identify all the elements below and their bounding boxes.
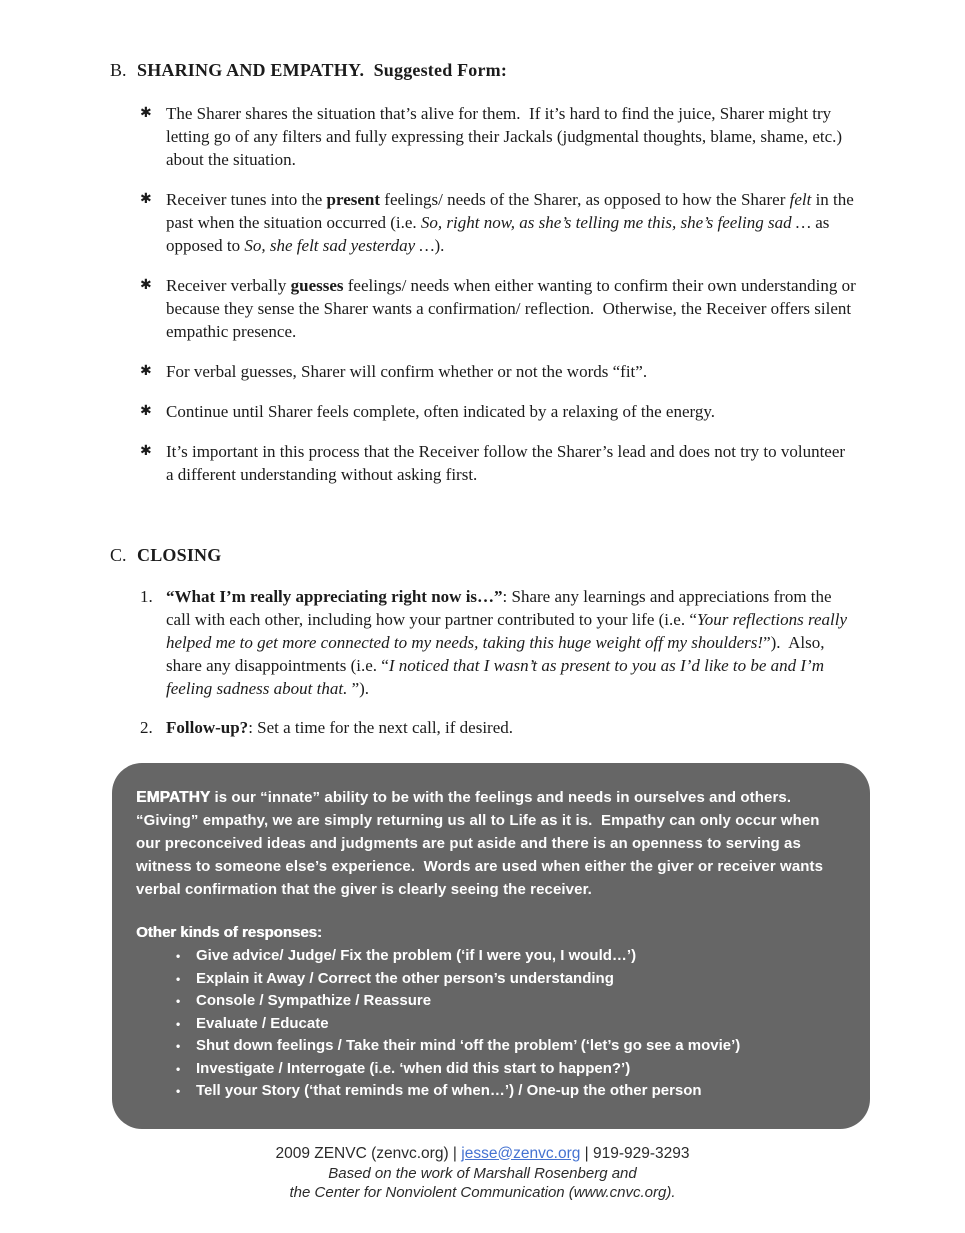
- list-item: [140, 440, 965, 486]
- response-text: Evaluate / Educate: [196, 1014, 329, 1032]
- footer-email-link[interactable]: jesse@zenvc.org: [461, 1144, 581, 1162]
- list-item: [140, 360, 965, 383]
- asterisk-bullet-icon: ✱: [140, 403, 152, 419]
- closing-steps-list: [110, 585, 965, 739]
- list-item: [140, 400, 965, 423]
- list-item-text: Receiver verbally guesses feelings/ needs when either wanting to confirm their own understanding or because they sense the Sharer wants a confirmation/ reflection. Otherwise, the Receiver offers silent empathic presence.: [166, 276, 856, 341]
- step-number: 2.: [140, 718, 153, 737]
- response-text: Shut down feelings / Take their mind ‘off the problem’ (‘let’s go see a movie’): [196, 1037, 741, 1054]
- response-item: [176, 968, 846, 991]
- response-item: [176, 1058, 846, 1081]
- empathy-definition: EMPATHY is our “innate” ability to be with the feelings and needs in ourselves and others. “Giving” empathy, we are simply returning us all to Life as it is. Empathy can only occur when our preconceived ideas and judgments are put aside and there is an openness to serving as witness to someone else’s experience. Words are used when either the giver or receiver wants verbal confirmation that the giver is clearly seeing the receiver.: [136, 789, 824, 898]
- section-c-heading: [110, 542, 965, 568]
- other-responses-heading: Other kinds of responses:: [136, 924, 322, 941]
- list-item-text: For verbal guesses, Sharer will confirm whether or not the words “fit”.: [166, 362, 648, 381]
- dot-bullet-icon: •: [176, 971, 181, 986]
- section-closing: [110, 542, 965, 739]
- response-text: Console / Sympathize / Reassure: [196, 992, 432, 1009]
- dot-bullet-icon: •: [176, 949, 181, 963]
- step-text: “What I’m really appreciating right now is…”: Share any learnings and appreciations from the call with each other, including how your partner contributed to your life (i.e. “Your reflections really helped me to get more connected to my needs, taking this huge weight off my shoulders!”). Also, share any disappointments (i.e. “I noticed that I wasn’t as present to you as I’d like to be and I’m feeling sadness about that. ”).: [166, 587, 848, 698]
- response-item: [176, 945, 846, 968]
- response-item: [176, 1080, 846, 1103]
- dot-bullet-icon: •: [176, 1084, 181, 1098]
- footer: [0, 1143, 965, 1202]
- footer-contact-line: [0, 1143, 965, 1164]
- section-b-title: SHARING AND EMPATHY. Suggested Form:: [137, 60, 508, 80]
- response-text: Explain it Away / Correct the other person’s understanding: [196, 969, 614, 987]
- section-c-title: CLOSING: [137, 545, 222, 565]
- response-text: Give advice/ Judge/ Fix the problem (‘if I were you, I would…’): [196, 947, 637, 964]
- list-item: [140, 274, 965, 343]
- asterisk-bullet-icon: ✱: [140, 277, 152, 293]
- suggested-form-list: [110, 102, 965, 486]
- section-sharing-empathy: [110, 57, 965, 486]
- section-b-heading: [110, 57, 965, 83]
- dot-bullet-icon: •: [176, 1061, 181, 1076]
- section-c-label: C.: [110, 545, 127, 565]
- list-item-text: The Sharer shares the situation that’s alive for them. If it’s hard to find the juice, Sharer might try letting go of any filters and fully expressing their Jackals (judgmental thoughts, blame, shame, etc.) about the situation.: [166, 104, 843, 169]
- response-item: [176, 1013, 846, 1036]
- list-item-text: Continue until Sharer feels complete, often indicated by a relaxing of the energy.: [166, 402, 716, 421]
- dot-bullet-icon: •: [176, 1016, 181, 1031]
- dot-bullet-icon: •: [176, 1039, 181, 1053]
- closing-step: [140, 585, 965, 700]
- dot-bullet-icon: •: [176, 994, 181, 1008]
- step-text: Follow-up?: Set a time for the next call, if desired.: [166, 718, 514, 737]
- footer-credit-line-1: Based on the work of Marshall Rosenberg and: [328, 1164, 637, 1182]
- empathy-info-box: [112, 763, 870, 1129]
- footer-credit-line-2: the Center for Nonviolent Communication (www.cnvc.org).: [289, 1183, 676, 1201]
- asterisk-bullet-icon: ✱: [140, 363, 152, 379]
- list-item-text: Receiver tunes into the present feelings/ needs of the Sharer, as opposed to how the Sharer felt in the past when the situation occurred (i.e. So, right now, as she’s telling me this, she’s feeling sad … as opposed to So, she felt sad yesterday …).: [166, 190, 854, 255]
- asterisk-bullet-icon: ✱: [140, 443, 152, 459]
- asterisk-bullet-icon: ✱: [140, 105, 152, 121]
- response-item: [176, 990, 846, 1013]
- step-number: 1.: [140, 587, 153, 606]
- asterisk-bullet-icon: ✱: [140, 191, 152, 207]
- footer-org-text: 2009 ZENVC (zenvc.org) |: [275, 1144, 462, 1162]
- list-item: [140, 102, 965, 171]
- list-item: [140, 188, 965, 257]
- footer-phone-text: | 919-929-3293: [580, 1144, 690, 1162]
- response-text: Investigate / Interrogate (i.e. ‘when did this start to happen?’): [196, 1059, 631, 1077]
- list-item-text: It’s important in this process that the Receiver follow the Sharer’s lead and does not try to volunteer a different understanding without asking first.: [166, 442, 846, 484]
- response-text: Tell your Story (‘that reminds me of when…’) / One-up the other person: [196, 1082, 702, 1099]
- section-b-label: B.: [110, 60, 127, 80]
- closing-step: [140, 716, 965, 739]
- other-responses-list: [136, 945, 846, 1103]
- response-item: [176, 1035, 846, 1058]
